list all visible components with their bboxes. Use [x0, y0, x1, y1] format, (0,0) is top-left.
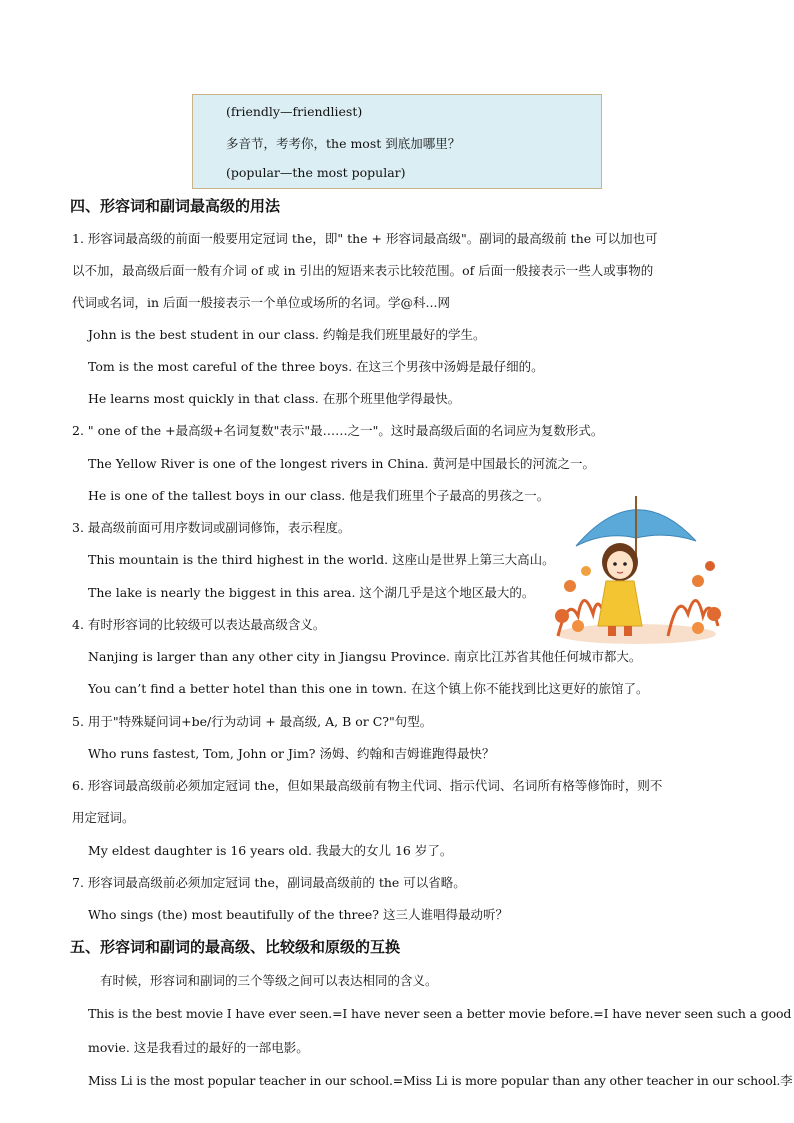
rule-7: 7. 形容词最高级前必须加定冠词 the，副词最高级前的 the 可以省略。	[72, 875, 466, 890]
example-2: Tom is the most careful of the three boys. 在这三个男孩中汤姆是最仔细的。	[88, 359, 544, 374]
tip-line-2: 多音节，考考你，the most 到底加哪里？	[226, 136, 461, 151]
girl-with-umbrella-illustration	[548, 486, 724, 644]
example-6: This mountain is the third highest in the world. 这座山是世界上第三大高山。	[88, 552, 555, 567]
example-5: He is one of the tallest boys in our class. 他是我们班里个子最高的男孩之一。	[88, 488, 550, 503]
conversion-example-1-line-1: This is the best movie I have ever seen.=I have never seen a better movie before.=I have never seen such a good	[88, 1006, 792, 1021]
rule-1-line-3: 代词或名词，in 后面一般接表示一个单位或场所的名词。学@科...网	[72, 295, 450, 310]
section-5-heading: 五、形容词和副词的最高级、比较级和原级的互换	[70, 938, 401, 956]
rule-1-line-1: 1. 形容词最高级的前面一般要用定冠词 the，即" the + 形容词最高级"。副词的最高级前 the 可以加也可	[72, 231, 658, 246]
section-5-intro: 有时候，形容词和副词的三个等级之间可以表达相同的含义。	[100, 973, 438, 988]
example-3: He learns most quickly in that class. 在那个班里他学得最快。	[88, 391, 461, 406]
tip-line-3: (popular—the most popular)	[226, 165, 406, 180]
conversion-example-2: Miss Li is the most popular teacher in our school.=Miss Li is more popular than any other teacher in our school.李	[88, 1073, 793, 1088]
example-7: The lake is nearly the biggest in this area. 这个湖几乎是这个地区最大的。	[88, 585, 535, 600]
rule-2: 2. " one of the +最高级+名词复数"表示"最……之一"。这时最高级后面的名词应为复数形式。	[72, 423, 604, 438]
tip-box	[192, 94, 602, 189]
example-9: You can’t find a better hotel than this one in town. 在这个镇上你不能找到比这更好的旅馆了。	[88, 681, 649, 696]
rule-6-line-1: 6. 形容词最高级前必须加定冠词 the，但如果最高级前有物主代词、指示代词、名词所有格等修饰时，则不	[72, 778, 663, 793]
rule-1-line-2: 以不加，最高级后面一般有介词 of 或 in 引出的短语来表示比较范围。of 后面一般接表示一些人或事物的	[72, 263, 654, 278]
example-4: The Yellow River is one of the longest rivers in China. 黄河是中国最长的河流之一。	[88, 456, 596, 471]
example-10: Who runs fastest, Tom, John or Jim? 汤姆、约翰和吉姆谁跑得最快？	[88, 746, 495, 761]
example-8: Nanjing is larger than any other city in Jiangsu Province. 南京比江苏省其他任何城市都大。	[88, 649, 642, 664]
rule-5: 5. 用于"特殊疑问词+be/行为动词 + 最高级, A, B or C?"句型。	[72, 714, 433, 729]
tip-line-1: (friendly—friendliest)	[226, 104, 363, 119]
example-1: John is the best student in our class. 约翰是我们班里最好的学生。	[88, 327, 486, 342]
rule-3: 3. 最高级前面可用序数词或副词修饰，表示程度。	[72, 520, 351, 535]
rule-4: 4. 有时形容词的比较级可以表达最高级含义。	[72, 617, 326, 632]
example-11: My eldest daughter is 16 years old. 我最大的女儿 16 岁了。	[88, 843, 453, 858]
example-12: Who sings (the) most beautifully of the three? 这三人谁唱得最动听？	[88, 907, 508, 922]
section-4-heading: 四、形容词和副词最高级的用法	[70, 197, 281, 215]
conversion-example-1-line-2: movie. 这是我看过的最好的一部电影。	[88, 1040, 309, 1055]
rule-6-line-2: 用定冠词。	[72, 810, 135, 825]
girl	[598, 543, 642, 636]
